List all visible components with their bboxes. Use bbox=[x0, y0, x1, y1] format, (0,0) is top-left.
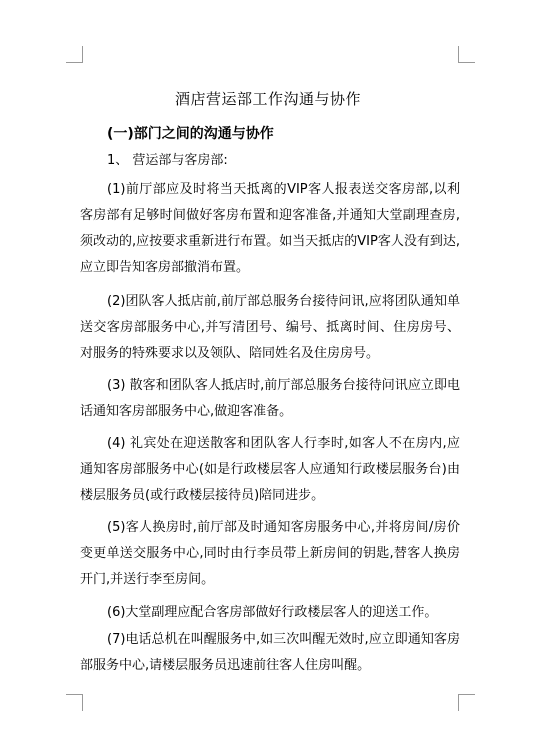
paragraph: (3) 散客和团队客人抵店时,前厅部总服务台接待问讯应立即电话通知客房部服务中心,做迎客准备。 bbox=[80, 378, 460, 419]
document-title: 酒店营运部工作沟通与协作 bbox=[174, 90, 361, 108]
paragraph: (7)电话总机在叫醒服务中,如三次叫醒无效时,应立即通知客房部服务中心,请楼层服务员迅速前往客人住房叫醒。 bbox=[80, 632, 460, 673]
paragraph: (2)团队客人抵店前,前厅部总服务台接待问讯,应将团队通知单送交客房部服务中心,并写清团号、编号、抵离时间、住房房号、对服务的特殊要求以及领队、陪同姓名及住房房号。 bbox=[80, 294, 460, 361]
subsection-heading: 1、 营运部与客房部: bbox=[107, 153, 228, 168]
paragraph: (5)客人换房时,前厅部及时通知客房服务中心,并将房间/房价变更单送交服务中心,同时由行李员带上新房间的钥匙,替客人换房开门,并送行李至房间。 bbox=[80, 520, 460, 587]
crop-mark-bottom-right bbox=[458, 694, 475, 711]
crop-mark-bottom-left bbox=[66, 694, 83, 711]
paragraph: (1)前厅部应及时将当天抵离的VIP客人报表送交客房部,以利客房部有足够时间做好客房布置和迎客准备,并通知大堂副理查房,须改动的,应按要求重新进行布置。如当天抵店的VIP客人没有到达,应立即告知客房部撤消布置。 bbox=[80, 182, 460, 275]
crop-mark-top-left bbox=[66, 46, 83, 63]
section-heading: (一)部门之间的沟通与协作 bbox=[107, 126, 274, 142]
paragraph: (6)大堂副理应配合客房部做好行政楼层客人的迎送工作。 bbox=[107, 605, 438, 620]
paragraph: (4) 礼宾处在迎送散客和团队客人行李时,如客人不在房内,应通知客房部服务中心(如是行政楼层客人应通知行政楼层服务台)由楼层服务员(或行政楼层接待员)陪同进步。 bbox=[80, 436, 460, 503]
crop-mark-top-right bbox=[458, 46, 475, 63]
